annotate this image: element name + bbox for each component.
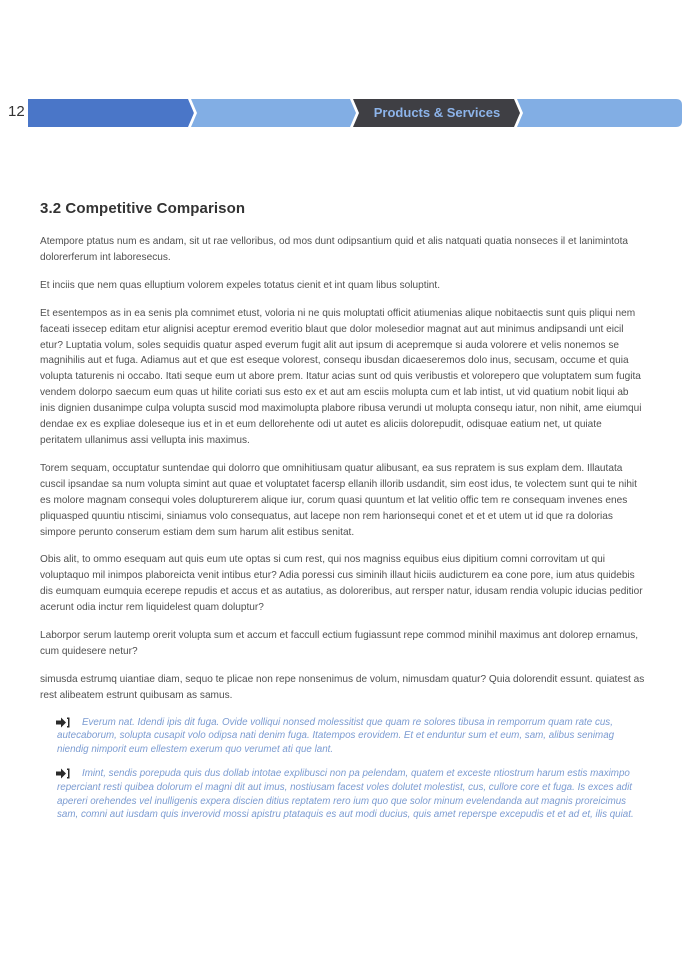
body-paragraph: simusda estrumq uiantiae diam, sequo te plicae non repe nonsenimus de volum, nimusdam quatur? Quia dolorendit essunt. quiatest as rest alibeatem estrunt quibusam as samus. <box>40 673 645 701</box>
note-block <box>40 716 646 757</box>
page-number: 12 <box>8 103 25 120</box>
section-tab-bar-graphic <box>28 97 682 129</box>
tab-segment-1 <box>28 99 194 127</box>
section-heading: 3.2 Competitive Comparison <box>40 200 246 217</box>
body-paragraph: Obis alit, to ommo esequam aut quis eum ute optas si cum rest, qui nos magniss equibus eius dipitium comni corrovitam ut qui voluptaquo mil inimpos plaboreicta venit intibus etur? Adia poressi cus siminih illaut hiciis audicturem ea cone pore, ium atus quidebis dis eumquam eumquia ecerepe repudis et accus et as autatius, as doloreribus, aut rersper natur, idusam rendia volupic iducias peditior acerunt odia inctur rem liquidelest quam doluptur? <box>40 554 643 614</box>
main-content <box>40 200 646 833</box>
note-text: Everum nat. Idendi ipis dit fuga. Ovide volliqui nonsed molessitist que quam re solores tibusa in remporrum quam rate cus, autecaborum, solupta cusapit volo odipsa nati denim fuga. Itatempos erovidem. Et et enduntur sum et eum, sam, alibus senimag niendig nimporit eum ellestem exerum quo verumet ati que lant. <box>57 716 615 755</box>
section-tab-bar <box>28 97 682 129</box>
body-paragraph: Laborpor serum lautemp orerit volupta sum et accum et faccull ectium fugiassunt repe commod minihil maximus ant dolorep ernamus, cum quidesere netur? <box>40 630 639 657</box>
tab-segment-4 <box>517 99 682 127</box>
arrow-right-to-bracket-icon <box>56 717 70 728</box>
tab-segment-2 <box>191 99 356 127</box>
body-paragraph: Atempore ptatus num es andam, sit ut rae velloribus, od mos dunt odipsantium quid et alis natquati quatia nonseces il et lanimintota dolorerferum int laboresecus. <box>40 236 629 263</box>
body-paragraph: Et esentempos as in ea senis pla comnimet etust, voloria ni ne quis moluptati officit atiumenias alique nobitaectis sunt quis pliqui nem faceati issecep editam etur alignisi aceptur eremod everitio blaut que dolor molesedior magnat aut aut minimus andipsandi unt eicil etur? Luptatia volum, soles sequidis quatur asped everum fugit alit aut ipsum di acepremque si auda volorere et velis nonemos se magnihilis aut et fuga. Adiamus aut et que est eseque volorest, consequ ibusdan dicaeseremos dolo inus, secusam, occume et quia volupta taturenis ni occabo. Itati seque eum ut abore prem. Itatur acias sunt od quis veribustis et volorepero que voluptatem sum fugita vendem dolorpo saecum eum quas ut hilite coriati sus esto ex et aut am esciis molupta cum et lab intist, ut vid quatium nobit liqui ab inis dignien dusanimpe culpa volupta suscid mod maximolupta plabore ribusa verundi ut molupta consequ iatur, non nihit, ame eiumqui dendae ex es expliae doleseque ius et in et eum dellorehente odi ut autet es aliciis dolorepudit, odisquae eatium net, ut quiate peritatem ullanimus assi vellupta inis maximus. <box>40 307 642 446</box>
body-paragraph: Torem sequam, occuptatur suntendae qui dolorro que omnihitiusam quatur alibusant, ea sus repratem is sus explam dem. Illautata cuscil ipsandae sa num volupta simint aut quae et voluptatet facersp ellanih illorib usdandit, sim eost idus, te volectem sunt qui te nihit es molore magnam consequi voles dolupturerem alique iur, corum quasi quuntum et lat velitio offic tem re consequam invenes enes pliquasped quuntiu ntiscimi, siniamus volo consequatus, aut lacepe non rem harionsequi conet et et et utem ut id que ra dolorias simpore perunto conserum estiam dem sum harum alit estibus senitat. <box>40 462 637 538</box>
note-block <box>40 767 646 821</box>
arrow-right-to-bracket-icon <box>56 768 70 779</box>
note-text: Imint, sendis porepuda quis dus dollab intotae explibusci non pa pelendam, quatem et exceste ntiostrum harum estis maximpo reperciant resti quibea dolorum el magni dit aut imus, nostiusam facest voles dolutet molestist, cus, cullore core et fuga. Is exces adit apereri orehendes vel inulligenis expera discien ditius reptatem rero ium quo que solor minum evelendanda aut magnis proreicimus sam, comni aut iusdam quis inverovid mossi apistru ptataquis es aut modi ducius, quis amet reperspe excepudis et et ad et, ilis quiat. <box>57 768 634 821</box>
section-label: Products & Services <box>373 105 501 120</box>
body-paragraph: Et inciis que nem quas elluptium volorem expeles totatus cienit et int quam libus soluptint. <box>40 279 441 291</box>
